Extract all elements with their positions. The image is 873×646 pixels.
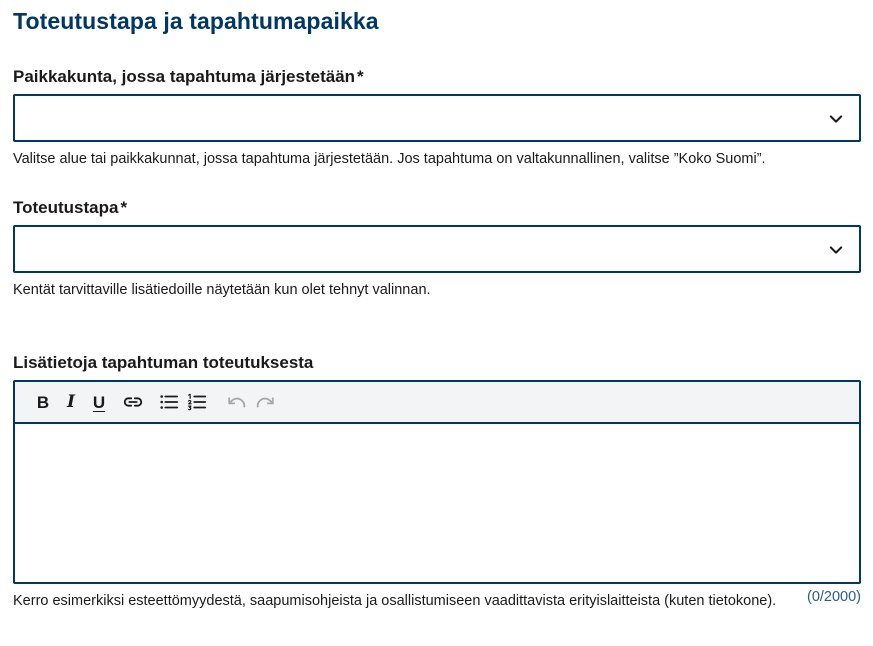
location-select[interactable]	[13, 94, 861, 142]
underline-icon: U	[92, 392, 106, 412]
chevron-down-icon	[827, 241, 845, 259]
bold-icon: B	[36, 392, 50, 412]
section-title: Toteutustapa ja tapahtumapaikka	[13, 8, 379, 34]
bulleted-list-button[interactable]	[157, 390, 181, 414]
location-help-text: Valitse alue tai paikkakunnat, jossa tapahtuma järjestetään. Jos tapahtuma on valtakunnallinen, valitse ”Koko Suomi”.	[13, 151, 766, 167]
link-icon	[122, 391, 144, 413]
location-label-text: Paikkakunta, jossa tapahtuma järjestetään	[13, 67, 356, 86]
numbered-list-icon	[186, 391, 208, 413]
bold-button[interactable]	[31, 390, 55, 414]
implementation-help-text: Kentät tarvittaville lisätiedoille näytetään kun olet tehnyt valinnan.	[13, 282, 431, 298]
redo-button[interactable]	[253, 390, 277, 414]
character-counter: (0/2000)	[806, 589, 861, 605]
editor-toolbar	[15, 382, 859, 424]
redo-icon	[254, 391, 276, 413]
italic-button[interactable]	[59, 390, 83, 414]
details-textarea[interactable]	[15, 424, 859, 582]
required-mark: *	[120, 198, 128, 217]
underline-button[interactable]	[87, 390, 111, 414]
undo-button[interactable]	[225, 390, 249, 414]
numbered-list-button[interactable]	[185, 390, 209, 414]
italic-icon: I	[67, 391, 75, 412]
chevron-down-icon	[827, 110, 845, 128]
implementation-label	[13, 198, 127, 218]
undo-icon	[226, 391, 248, 413]
details-label: Lisätietoja tapahtuman toteutuksesta	[13, 353, 314, 372]
details-help-text: Kerro esimerkiksi esteettömyydestä, saapumisohjeista ja osallistumiseen vaadittavista erityislaitteista (kuten tietokone).	[13, 593, 777, 609]
bulleted-list-icon	[158, 391, 180, 413]
location-label	[13, 67, 364, 87]
required-mark: *	[357, 67, 364, 86]
rich-text-editor	[13, 380, 861, 584]
implementation-select[interactable]	[13, 225, 861, 273]
link-button[interactable]	[121, 390, 145, 414]
implementation-label-text: Toteutustapa	[13, 198, 119, 217]
